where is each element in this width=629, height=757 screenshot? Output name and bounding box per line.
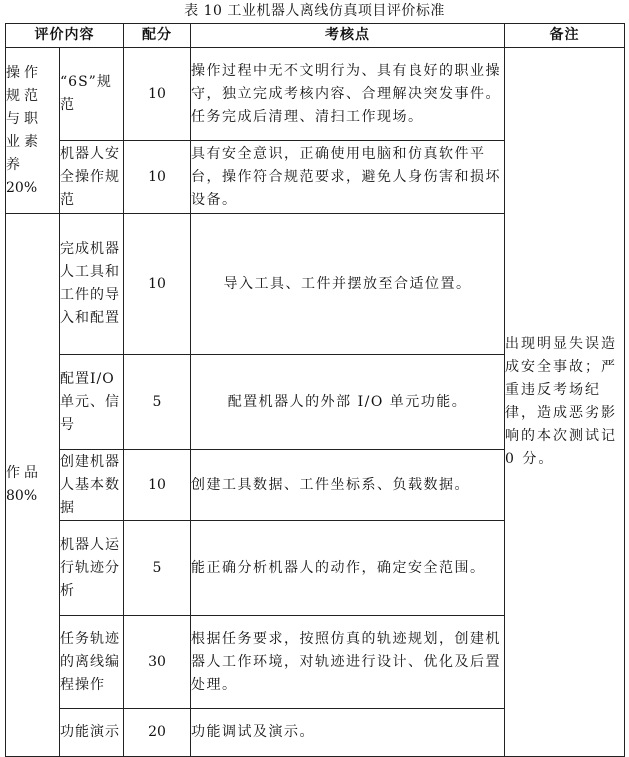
point-cell: 具有安全意识，正确使用电脑和仿真软件平台，操作符合规范要求，避免人身伤害和损坏设备。 — [191, 141, 505, 214]
item-cell: 创建机器人基本数据 — [60, 450, 124, 521]
note-cell: 出现明显失误造成安全事故；严重违反考场纪律，造成恶劣影响的本次测试记 0 分。 — [505, 48, 625, 757]
category-percent: 20% — [6, 179, 38, 196]
score-cell: 10 — [124, 450, 191, 521]
category-professional — [6, 48, 60, 214]
table-row — [6, 48, 625, 141]
category-work — [6, 214, 60, 757]
header-point: 考核点 — [191, 24, 505, 48]
item-cell: 机器人运行轨迹分析 — [60, 521, 124, 616]
header-score: 配分 — [124, 24, 191, 48]
point-text-2: 任务完成后清理、清扫工作现场。 — [191, 108, 424, 125]
point-cell: 导入工具、工件并摆放至合适位置。 — [191, 214, 505, 355]
header-note: 备注 — [505, 24, 625, 48]
item-cell: 配置I/O单元、信号 — [60, 355, 124, 450]
category-percent: 80% — [6, 488, 38, 504]
point-text: 操作过程中无不文明行为、具有良好的职业操守，独立完成考核内容、合理解决突发事件。 — [191, 62, 501, 102]
category-label: 作品 — [6, 465, 42, 481]
score-cell: 10 — [124, 141, 191, 214]
score-cell: 5 — [124, 521, 191, 616]
table-caption: 表 10 工业机器人离线仿真项目评价标准 — [184, 3, 445, 19]
score-cell: 10 — [124, 48, 191, 141]
point-cell: 功能调试及演示。 — [191, 709, 505, 757]
score-cell: 10 — [124, 214, 191, 355]
point-cell: 配置机器人的外部 I/O 单元功能。 — [191, 355, 505, 450]
item-cell: 机器人安全操作规范 — [60, 141, 124, 214]
item-cell: 任务轨迹的离线编程操作 — [60, 616, 124, 709]
item-cell: 功能演示 — [60, 709, 124, 757]
category-label: 操作规范与职业素养 — [6, 64, 42, 173]
item-cell: “6S”规范 — [60, 48, 124, 141]
evaluation-table — [5, 23, 625, 757]
header-row — [6, 24, 625, 48]
header-content: 评价内容 — [6, 24, 124, 48]
item-cell: 完成机器人工具和工件的导入和配置 — [60, 214, 124, 355]
point-cell — [191, 48, 505, 141]
point-cell: 能正确分析机器人的动作，确定安全范围。 — [191, 521, 505, 616]
point-cell: 创建工具数据、工件坐标系、负载数据。 — [191, 450, 505, 521]
score-cell: 20 — [124, 709, 191, 757]
score-cell: 30 — [124, 616, 191, 709]
point-cell: 根据任务要求，按照仿真的轨迹规划，创建机器人工作环境，对轨迹进行设计、优化及后置处理。 — [191, 616, 505, 709]
score-cell: 5 — [124, 355, 191, 450]
